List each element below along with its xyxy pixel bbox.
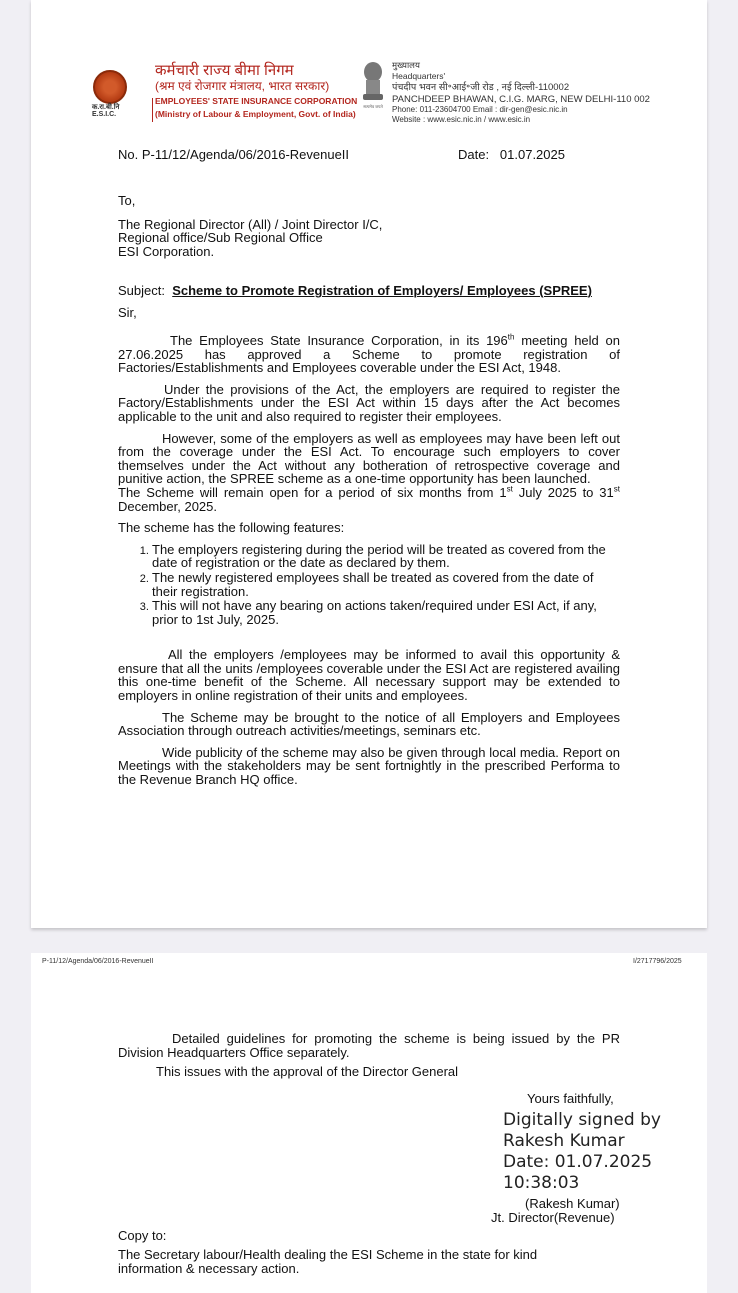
- org-name-hindi: [155, 62, 329, 93]
- text: meeting held on 27.06.2025 has approved a Scheme to promote registration of Factories/Establishments and Employees coverable under the ESI Act, 1948.: [118, 333, 620, 376]
- org-name-english: [155, 95, 357, 121]
- copy-to-text: The Secretary labour/Health dealing the ESI Scheme in the state for kind information & necessary action.: [118, 1247, 538, 1276]
- text: The Employees State Insurance Corporation, in its 196: [170, 333, 508, 348]
- ministry-hindi: (श्रम एवं रोजगार मंत्रालय, भारत सरकार): [155, 79, 330, 93]
- paragraph: All the employers /employees may be informed to avail this opportunity & ensure that all the units /employees coverable under the ESI Act are registered availing this one-time benefit of the Scheme. All necessary support may be extended to employers in online registration of their units and employees.: [118, 647, 620, 704]
- signatory-name: (Rakesh Kumar): [525, 1196, 620, 1211]
- superscript: th: [507, 332, 515, 342]
- text: The Scheme will remain open for a period of six months from 1: [118, 484, 507, 500]
- signature-name: Rakesh Kumar: [503, 1131, 625, 1151]
- features-intro: The scheme has the following features:: [118, 520, 345, 536]
- paragraph: Under the provisions of the Act, the employers are required to register the Factory/Establishments under the ESI Act within 15 days after the Act becomes applicable to the unit and also required to register their employees.: [118, 381, 620, 424]
- salutation: Sir,: [118, 305, 137, 320]
- paragraph: However, some of the employers as well as employees may have been left out from the coverage under the ESI Act. To encourage such employers to cover themselves under the Act without any botheration of retrospective coverage and punitive action, the SPREE scheme as a one-time opportunity has been launched.: [118, 430, 620, 487]
- signature-time: 10:38:03: [503, 1173, 580, 1193]
- emblem-caption: सत्यमेव जयते: [363, 104, 383, 109]
- page2-body: [118, 1032, 620, 1079]
- signature-line: Digitally signed by: [503, 1110, 661, 1130]
- superscript: st: [506, 484, 513, 494]
- paragraph: [118, 486, 620, 513]
- addressee: [118, 194, 382, 258]
- paragraph: Detailed guidelines for promoting the scheme is being issued by the PR Division Headquarters Office separately.: [118, 1031, 620, 1060]
- superscript: st: [613, 484, 620, 494]
- hq-english: Headquarters': [392, 71, 446, 82]
- hq-hindi: मुख्यालय: [392, 60, 420, 70]
- subject-text: Scheme to Promote Registration of Employers/ Employees (SPREE): [172, 283, 592, 298]
- paragraph: [118, 334, 620, 375]
- signature-date: Date: 01.07.2025: [503, 1152, 653, 1172]
- address-hindi: पंचदीप भवन सी॰आई॰जी रोड , नई दिल्ली-110002: [392, 82, 570, 94]
- feature-item: 1. The employers registering during the period will be treated as covered from the date of registration or the date as declared by them.: [152, 543, 620, 570]
- logo-label-hindi: क.रा.बी.नि: [92, 104, 120, 111]
- hq-address: [392, 60, 650, 125]
- letter-body: [118, 334, 620, 787]
- text: July 2025 to 31: [512, 484, 614, 500]
- subject-label: Subject:: [118, 283, 165, 298]
- to-label: To,: [118, 193, 136, 208]
- paragraph: The Scheme may be brought to the notice of all Employers and Employees Association through outreach activities/meetings, seminars etc.: [118, 709, 620, 739]
- website: Website : www.esic.nic.in / www.esic.in: [392, 114, 531, 124]
- addressee-line: ESI Corporation.: [118, 243, 215, 259]
- divider: [152, 98, 153, 122]
- reference-number: No. P-11/12/Agenda/06/2016-RevenueII: [118, 147, 350, 162]
- signatory-designation: Jt. Director(Revenue): [491, 1210, 615, 1225]
- esic-logo-label: [92, 104, 119, 118]
- signature-block: [503, 1110, 661, 1194]
- paragraph: Wide publicity of the scheme may also be given through local media. Report on Meetings with the stakeholders may be sent fortnightly in the prescribed Performa to the Revenue Branch HQ office.: [118, 744, 620, 788]
- features-list: [118, 543, 620, 627]
- national-emblem-icon: [360, 60, 386, 112]
- paragraph: This issues with the approval of the Director General: [156, 1064, 459, 1080]
- closing: Yours faithfully,: [527, 1091, 614, 1106]
- letter-date: Date: 01.07.2025: [458, 147, 565, 162]
- contact: Phone: 011-23604700 Email : dir-gen@esic.nic.in: [392, 104, 568, 114]
- addressee-line: Regional office/Sub Regional Office: [118, 230, 323, 246]
- page2-header-ref: P-11/12/Agenda/06/2016-RevenueII: [42, 958, 154, 965]
- subject-line: [118, 284, 592, 298]
- logo-label: E.S.I.C.: [92, 111, 117, 118]
- feature-item: 3. This will not have any bearing on actions taken/required under ESI Act, if any, prior to 1st July, 2025.: [152, 599, 620, 626]
- ministry-english: (Ministry of Labour & Employment, Govt. of India): [155, 109, 356, 119]
- org-hindi: कर्मचारी राज्य बीमा निगम: [155, 62, 294, 79]
- feature-item: 2. The newly registered employees shall be treated as covered from the date of their registration.: [152, 571, 620, 598]
- esic-logo-icon: [93, 70, 127, 104]
- page2-header-id: I/2717796/2025: [633, 958, 682, 965]
- text: December, 2025.: [118, 498, 218, 514]
- copy-to-label: Copy to:: [118, 1228, 167, 1243]
- org-english: EMPLOYEES' STATE INSURANCE CORPORATION: [155, 96, 358, 106]
- address-english: PANCHDEEP BHAWAN, C.I.G. MARG, NEW DELHI-110 002: [392, 93, 650, 105]
- addressee-line: The Regional Director (All) / Joint Director I/C,: [118, 216, 383, 232]
